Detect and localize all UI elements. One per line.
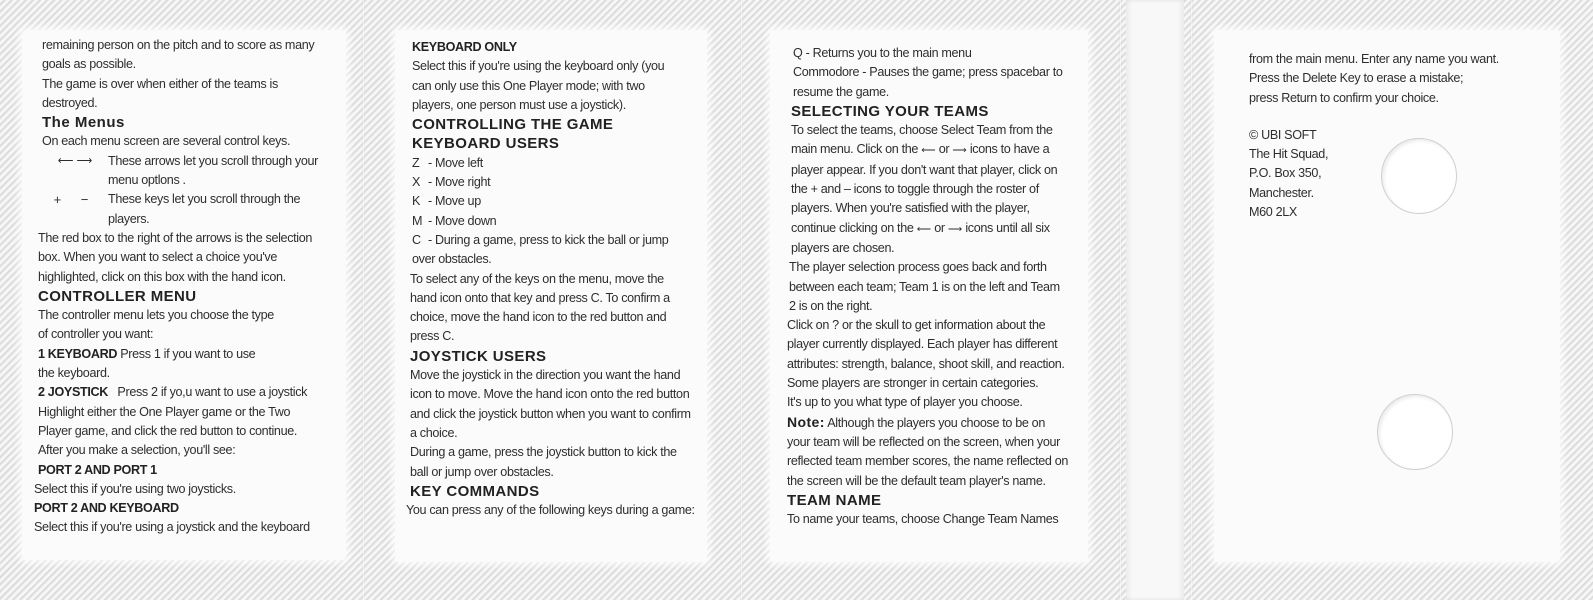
selecting-or-1: or bbox=[938, 142, 950, 157]
paragraph-note bbox=[787, 413, 1083, 491]
paragraph-remaining: remaining person on the pitch and to score as many goals as possible. bbox=[42, 38, 315, 72]
paragraph-highlight: Highlight either the One Player game or the Two Player game, and click the red button to continue. bbox=[38, 404, 298, 438]
key-list bbox=[410, 154, 700, 270]
heading-key-commands: KEY COMMANDS bbox=[410, 482, 540, 500]
heading-team-name: TEAM NAME bbox=[787, 491, 882, 509]
option-joystick-label: 2 JOYSTICK bbox=[38, 385, 108, 400]
left-arrow-icon-2: ⟵ bbox=[916, 223, 932, 235]
paragraph-menu-keys: On each menu screen are several control keys. bbox=[42, 134, 291, 149]
option-joystick bbox=[38, 383, 338, 402]
paragraph-during-game: During a game, press the joystick button to kick the ball or jump over obstacles. bbox=[410, 445, 677, 479]
plus-minus-icon: + − bbox=[53, 192, 97, 208]
paragraph-select-keys: To select any of the keys on the menu, move the hand icon onto that key and press C. To confirm a choice, move the hand icon to the red button and press C. bbox=[410, 271, 670, 344]
option-joystick-text: Press 2 if yo,u want to use a joystick bbox=[107, 385, 308, 400]
paragraph-game-over: The game is over when either of the teams is destroyed. bbox=[42, 76, 278, 110]
key-item bbox=[412, 154, 700, 173]
publisher-address bbox=[1249, 126, 1549, 222]
paragraph-controller: The controller menu lets you choose the type of controller you want: bbox=[38, 308, 274, 342]
paragraph-click-info: Click on ? or the skull to get information about the player currently displayed. Each player has different attributes: strength, balance, shoot skill, and reaction. Some players are stronger in certain categories. bbox=[787, 318, 1065, 391]
text-keyboard-only: Select this if you're using the keyboard only (you can only use this One Player mode; with two players, one person must use a joystick). bbox=[412, 59, 665, 112]
option-keyboard-label: 1 KEYBOARD bbox=[38, 346, 118, 361]
key-description: - Move down bbox=[428, 213, 497, 228]
paragraph-red-box: The red box to the right of the arrows is the selection box. When you want to select a choice you've highlighted, click on this box with the hand icon. bbox=[38, 230, 313, 284]
key-item bbox=[412, 212, 700, 231]
option-keyboard-text: Press 1 if you want to use the keyboard. bbox=[38, 346, 256, 381]
text-port2-port1: Select this if you're using two joysticks. bbox=[34, 481, 236, 496]
key-item bbox=[412, 192, 700, 211]
plus-minus-description: These keys let you scroll through the players. bbox=[108, 192, 301, 226]
arrows-row bbox=[38, 152, 338, 191]
fold-line-1 bbox=[362, 0, 365, 600]
fold-line-4 bbox=[1190, 0, 1193, 600]
key-description: - Move up bbox=[428, 194, 481, 209]
heading-joystick-users: JOYSTICK USERS bbox=[410, 347, 547, 365]
paragraph-after-selection: After you make a selection, you'll see: bbox=[38, 443, 236, 458]
paragraph-selection-process: The player selection process goes back and forth between each team; Team 1 is on the left and Team 2 is on the right. bbox=[789, 260, 1060, 313]
paragraph-delete-key: Press the Delete Key to erase a mistake; bbox=[1249, 71, 1464, 86]
right-arrow-icon: ⟶ bbox=[952, 145, 967, 157]
address-line: The Hit Squad, bbox=[1249, 147, 1329, 162]
key-description: - During a game, press to kick the ball or jump over obstacles. bbox=[412, 232, 669, 267]
heading-keyboard-users: KEYBOARD USERS bbox=[412, 135, 560, 153]
key-description: - Move left bbox=[428, 155, 483, 170]
key-item bbox=[412, 173, 700, 192]
right-arrow-icon-2: ⟶ bbox=[947, 223, 963, 235]
address-line: © UBI SOFT bbox=[1249, 127, 1317, 142]
heading-controlling-the-game: CONTROLLING THE GAME bbox=[412, 116, 614, 134]
label-port2-port1: PORT 2 AND PORT 1 bbox=[38, 462, 157, 477]
column-1 bbox=[34, 36, 338, 538]
option-keyboard bbox=[38, 345, 338, 384]
selecting-text-2: icons to have a player appear. If you don't want that player, click on the + and – icons to toggle through the roster of players. When you're satisfied with the player, continue clicking on the bbox=[791, 142, 1058, 235]
plus-minus-row bbox=[38, 190, 338, 229]
heading-the-menus: The Menus bbox=[42, 114, 125, 132]
column-2 bbox=[406, 38, 700, 520]
key-letter: M bbox=[412, 213, 423, 228]
arrows-description: These arrows let you scroll through your menu optlons . bbox=[108, 153, 318, 188]
fold-line-3 bbox=[1119, 0, 1122, 600]
paragraph-selecting bbox=[787, 121, 1083, 258]
label-keyboard-only: KEYBOARD ONLY bbox=[412, 40, 517, 54]
punch-hole-bottom bbox=[1377, 394, 1453, 470]
text-port2-keyboard: Select this if you're using a joystick and the keyboard bbox=[34, 520, 310, 535]
address-line: P.O. Box 350, bbox=[1249, 166, 1322, 181]
selecting-text-3: icons until all six players are chosen. bbox=[791, 220, 1050, 255]
scroll-arrows-icon: ⟵ ⟶ bbox=[57, 154, 93, 167]
paragraph-up-to-you: It's up to you what type of player you choose. bbox=[787, 395, 1023, 410]
note-label: Note: bbox=[787, 413, 825, 430]
key-letter: Z bbox=[412, 155, 420, 170]
address-line: Manchester. bbox=[1249, 185, 1314, 200]
column-4 bbox=[1249, 50, 1549, 222]
fold-line-2 bbox=[740, 0, 743, 600]
note-text: Although the players you choose to be on your team will be reflected on the screen, when your reflected team member scores, the name reflected on the screen will be the default team player's name. bbox=[787, 415, 1069, 488]
paragraph-joystick: Move the joystick in the direction you want the hand icon to move. Move the hand icon onto the red button and click the joystick button when you want to confirm a choice. bbox=[410, 368, 691, 440]
address-line: M60 2LX bbox=[1249, 205, 1297, 220]
key-description: - Move right bbox=[428, 175, 491, 190]
paragraph-from-main-menu: from the main menu. Enter any name you want. bbox=[1249, 52, 1499, 66]
key-letter: K bbox=[412, 194, 421, 209]
command-commodore: Commodore - Pauses the game; press spacebar to resume the game. bbox=[793, 65, 1063, 99]
paragraph-key-commands: You can press any of the following keys during a game: bbox=[406, 503, 695, 518]
left-arrow-icon: ⟵ bbox=[921, 145, 936, 157]
selecting-or-2: or bbox=[934, 220, 945, 235]
key-letter: C bbox=[412, 232, 421, 247]
paragraph-team-name: To name your teams, choose Change Team Names bbox=[787, 512, 1059, 527]
heading-controller-menu: CONTROLLER MENU bbox=[38, 287, 197, 305]
selecting-text-1: To select the teams, choose Select Team from the main menu. Click on the bbox=[791, 123, 1053, 157]
command-q: Q - Returns you to the main menu bbox=[793, 46, 972, 60]
key-item bbox=[412, 231, 700, 270]
label-port2-keyboard: PORT 2 AND KEYBOARD bbox=[34, 501, 179, 516]
spine-strip bbox=[1126, 0, 1184, 600]
column-3 bbox=[787, 44, 1083, 529]
heading-selecting-your-teams: SELECTING YOUR TEAMS bbox=[791, 102, 989, 120]
key-letter: X bbox=[412, 175, 421, 190]
paragraph-return-key: press Return to confirm your choice. bbox=[1249, 90, 1439, 105]
